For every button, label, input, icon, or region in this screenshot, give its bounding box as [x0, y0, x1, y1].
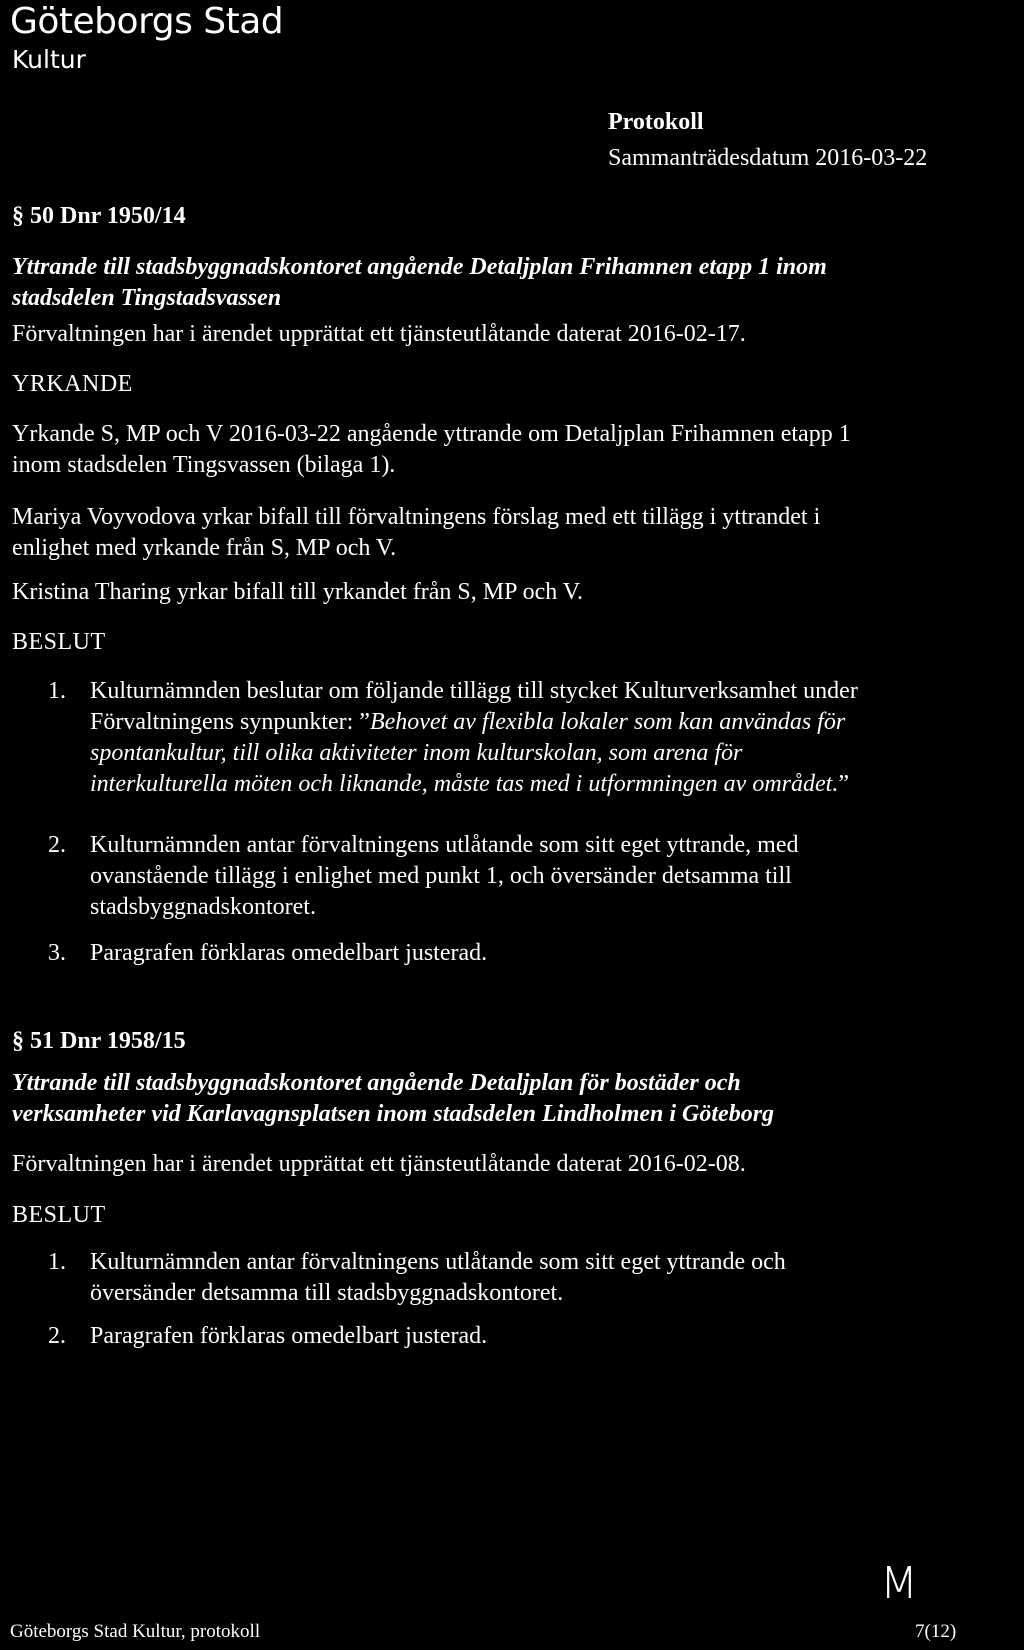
- section-50-heading: § 50 Dnr 1950/14: [12, 203, 186, 229]
- section-51-beslut-1-number: 1.: [48, 1249, 66, 1275]
- section-51-beslut-2-number: 2.: [48, 1323, 66, 1349]
- section-51-beslut-2-line1: Paragrafen förklaras omedelbart justerad.: [90, 1323, 488, 1349]
- section-50-beslut-1-line3-italic: spontankultur, till olika aktiviteter inom kulturskolan, som arena för: [90, 740, 743, 766]
- meeting-date: Sammanträdesdatum 2016-03-22: [608, 145, 928, 171]
- section-50-beslut-2-line2: ovanstående tillägg i enlighet med punkt 1, och översänder detsamma till: [90, 863, 792, 889]
- organization-name: Göteborgs Stad: [10, 1, 284, 42]
- section-50-yrkande-2-line1: Mariya Voyvodova yrkar bifall till förvaltningens förslag med ett tillägg i yttrandet i: [12, 504, 821, 530]
- section-50-yrkande-label: YRKANDE: [12, 371, 133, 397]
- section-51-title-line2: verksamheter vid Karlavagnsplatsen inom stadsdelen Lindholmen i Göteborg: [12, 1101, 775, 1127]
- section-50-beslut-1-line2-plain: Förvaltningens synpunkter: ”: [90, 709, 370, 735]
- section-50-beslut-1-number: 1.: [48, 678, 66, 704]
- section-51-beslut-label: BESLUT: [12, 1202, 106, 1228]
- section-50-title-line2: stadsdelen Tingstadsvassen: [12, 285, 282, 311]
- section-50-beslut-1-line4-plain: ”: [838, 771, 849, 797]
- footer-document-label: Göteborgs Stad Kultur, protokoll: [10, 1621, 261, 1642]
- section-51-heading: § 51 Dnr 1958/15: [12, 1028, 186, 1054]
- section-50-beslut-2-number: 2.: [48, 832, 66, 858]
- organization-unit: Kultur: [12, 45, 86, 74]
- section-50-beslut-1-line3: [90, 738, 742, 769]
- signature-initials: M: [880, 1558, 918, 1609]
- section-50-yrkande-3: Kristina Tharing yrkar bifall till yrkandet från S, MP och V.: [12, 579, 584, 605]
- section-50-yrkande-1-line2: inom stadsdelen Tingsvassen (bilaga 1).: [12, 452, 396, 478]
- section-50-beslut-1-line4: [90, 769, 849, 800]
- section-50-yrkande-2-line2: enlighet med yrkande från S, MP och V.: [12, 535, 397, 561]
- section-51-intro: Förvaltningen har i ärendet upprättat ett tjänsteutlåtande daterat 2016-02-08.: [12, 1151, 746, 1177]
- section-50-beslut-3-line1: Paragrafen förklaras omedelbart justerad.: [90, 940, 488, 966]
- section-50-title-line1: Yttrande till stadsbyggnadskontoret angående Detaljplan Frihamnen etapp 1 inom: [12, 254, 827, 280]
- section-50-beslut-1-line2-italic: Behovet av flexibla lokaler som kan användas för: [369, 709, 846, 735]
- section-50-yrkande-1-line1: Yrkande S, MP och V 2016-03-22 angående yttrande om Detaljplan Frihamnen etapp 1: [12, 421, 851, 447]
- section-50-beslut-2-line3: stadsbyggnadskontoret.: [90, 894, 316, 920]
- section-50-beslut-2-line1: Kulturnämnden antar förvaltningens utlåtande som sitt eget yttrande, med: [90, 832, 799, 858]
- section-50-intro: Förvaltningen har i ärendet upprättat ett tjänsteutlåtande daterat 2016-02-17.: [12, 321, 746, 347]
- section-50-beslut-3-number: 3.: [48, 940, 66, 966]
- section-51-title-line1: Yttrande till stadsbyggnadskontoret angående Detaljplan för bostäder och: [12, 1070, 741, 1096]
- section-50-beslut-1-line2: [90, 707, 845, 738]
- section-50-beslut-1-line4-italic: interkulturella möten och liknande, måste tas med i utformningen av området.: [90, 771, 839, 797]
- section-51-beslut-1-line2: översänder detsamma till stadsbyggnadskontoret.: [90, 1280, 564, 1306]
- section-51-beslut-1-line1: Kulturnämnden antar förvaltningens utlåtande som sitt eget yttrande och: [90, 1249, 786, 1275]
- section-50-beslut-label: BESLUT: [12, 629, 106, 655]
- section-50-beslut-1-line1: Kulturnämnden beslutar om följande tillägg till stycket Kulturverksamhet under: [90, 678, 858, 704]
- footer-page-number: 7(12): [915, 1621, 957, 1642]
- document-type: Protokoll: [608, 109, 704, 135]
